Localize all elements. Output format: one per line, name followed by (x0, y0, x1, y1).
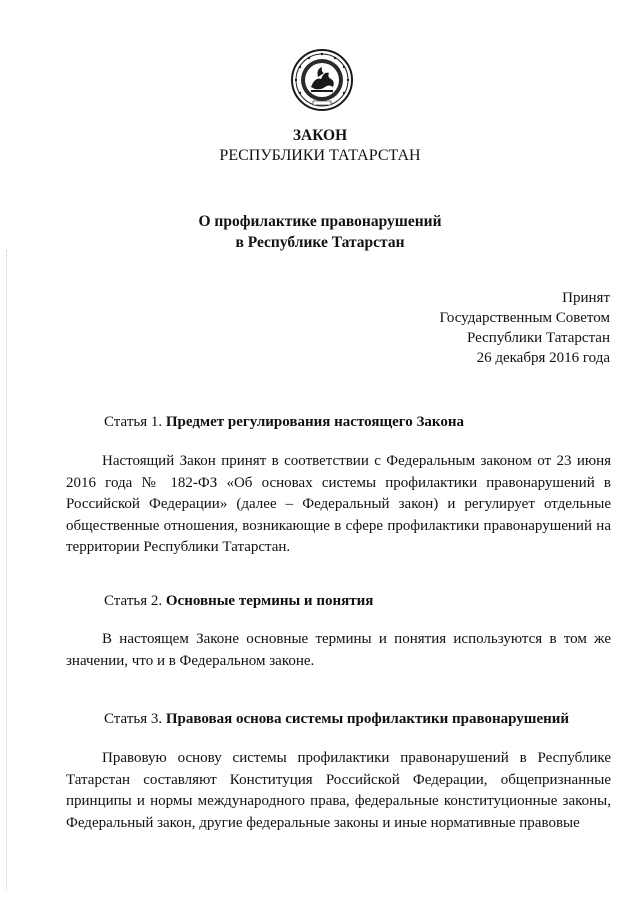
article-3-number: Статья 3. (104, 711, 163, 727)
adoption-date: 26 декабря 2016 года (476, 350, 610, 366)
article-2-heading (104, 591, 373, 611)
coat-of-arms-icon (291, 49, 353, 111)
article-3-title: Правовая основа системы профилактики правонарушений (165, 711, 570, 727)
law-title: ЗАКОН (292, 127, 348, 144)
article-1-text: Настоящий Закон принят в соответствии с Федеральным законом от 23 июня 2016 года № 182-ФЗ «Об основах системы профилактики правонарушений в Российской Федерации» (далее – Федеральный закон) и регулирует отдельные общественные отношения, возникающие в сфере профилактики правонарушений на территории Республики Татарстан. (66, 453, 611, 555)
law-name-line-2: в Республике Татарстан (235, 234, 405, 251)
article-2-title: Основные термины и понятия (165, 593, 374, 609)
article-1-title: Предмет регулирования настоящего Закона (165, 414, 464, 430)
adoption-line-1: Принят (562, 290, 610, 306)
article-1-number: Статья 1. (104, 414, 163, 430)
scan-margin-marks (6, 250, 8, 890)
adoption-block (440, 288, 611, 368)
adoption-line-3: Республики Татарстан (466, 330, 610, 346)
article-2-text: В настоящем Законе основные термины и понятия используются в том же значении, что и в Федеральном законе. (66, 631, 611, 669)
article-2-number: Статья 2. (104, 593, 163, 609)
law-name-line-1: О профилактике правонарушений (198, 213, 442, 230)
article-3-heading (104, 709, 569, 729)
article-3-text: Правовую основу системы профилактики правонарушений в Республике Татарстан составляют Конституция Российской Федерации, общепризнанные принципы и нормы международного права, федеральные конституционные законы, Федеральный закон, другие федеральные законы и иные нормативные правовые (66, 750, 611, 831)
law-subtitle: РЕСПУБЛИКИ ТАТАРСТАН (219, 147, 421, 164)
article-1-heading (104, 412, 464, 432)
adoption-line-2: Государственным Советом (439, 310, 610, 326)
